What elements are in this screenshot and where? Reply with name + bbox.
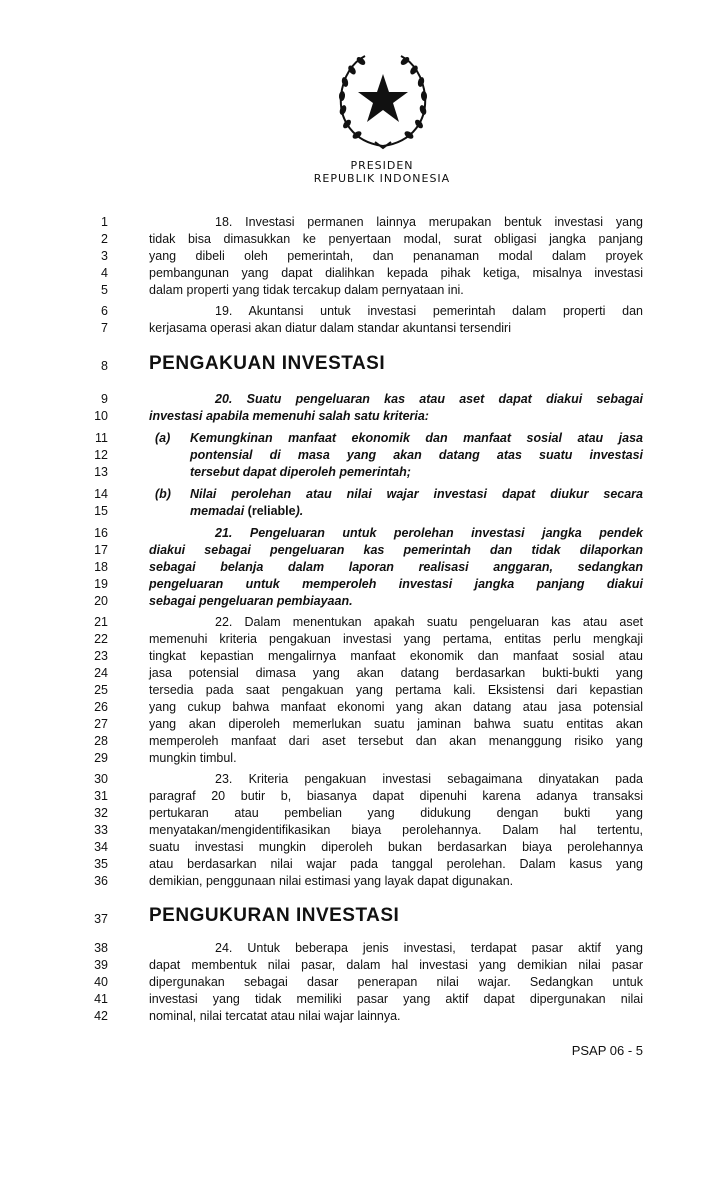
item-a-line: tersebut dapat diperoleh pemerintah; — [190, 465, 411, 479]
line-number: 25 — [94, 683, 108, 697]
line-number: 18 — [94, 560, 108, 574]
paragraph-22-line: memenuhi kriteria pengakuan investasi yang pertama, entitas perlu mengkaji — [149, 632, 643, 646]
paragraph-19-line: 19. Akuntansi untuk investasi pemerintah dalam properti dan — [215, 304, 643, 318]
item-marker: (b) — [155, 487, 171, 501]
paragraph-24-line: dipergunakan sebagai dasar penerapan nilai wajar. Sedangkan untuk — [149, 975, 643, 989]
section-heading-pengakuan: PENGAKUAN INVESTASI — [149, 353, 386, 374]
line-number: 9 — [101, 392, 108, 406]
paragraph-22-line: tersedia pada saat pengakuan yang pertama kali. Eksistensi dari kepastian — [149, 683, 643, 697]
line-number: 2 — [101, 232, 108, 246]
line-number: 10 — [94, 409, 108, 423]
item-a-line: Kemungkinan manfaat ekonomik dan manfaat sosial atau jasa — [190, 431, 643, 445]
line-number: 13 — [94, 465, 108, 479]
line-number: 37 — [94, 912, 108, 926]
page-footer: PSAP 06 - 5 — [571, 1043, 643, 1058]
line-number: 26 — [94, 700, 108, 714]
line-number: 6 — [101, 304, 108, 318]
line-number: 8 — [101, 359, 108, 373]
paragraph-21-line: sebagai pengeluaran pembiayaan. — [149, 594, 353, 608]
line-number: 22 — [94, 632, 108, 646]
line-number: 42 — [94, 1009, 108, 1023]
line-number: 5 — [101, 283, 108, 297]
line-number: 1 — [101, 215, 108, 229]
line-number: 29 — [94, 751, 108, 765]
item-a-line: pontensial di masa yang akan datang atas suatu investasi — [190, 448, 643, 462]
paragraph-20-line: 20. Suatu pengeluaran kas atau aset dapat diakui sebagai — [215, 392, 643, 406]
paragraph-19-line: kerjasama operasi akan diatur dalam standar akuntansi tersendiri — [149, 321, 511, 335]
paragraph-23-line: pertukaran atau pembelian yang didukung dengan bukti yang — [149, 806, 643, 820]
line-number: 35 — [94, 857, 108, 871]
header-presiden: PRESIDEN — [350, 159, 414, 172]
item-marker: (a) — [155, 431, 171, 445]
paragraph-18-line: 18. Investasi permanen lainnya merupakan bentuk investasi yang — [215, 215, 643, 229]
paragraph-18-line: pembangunan yang dapat dialihkan kepada pihak ketiga, misalnya investasi — [149, 266, 643, 280]
line-number: 16 — [94, 526, 108, 540]
item-b-reliable: (reliable — [247, 504, 296, 518]
header-republik-indonesia: REPUBLIK INDONESIA — [313, 172, 451, 185]
line-number: 27 — [94, 717, 108, 731]
paragraph-18-line: tidak bisa dimasukkan ke penyertaan modal, surat obligasi jangka panjang — [149, 232, 643, 246]
paragraph-18-line: yang dibeli oleh pemerintah, dan penanaman modal dalam proyek — [149, 249, 643, 263]
paragraph-23-line: demikian, penggunaan nilai estimasi yang layak dapat digunakan. — [149, 874, 514, 888]
paragraph-21-line: 21. Pengeluaran untuk perolehan investasi jangka pendek — [215, 526, 643, 540]
item-b-end: ). — [295, 504, 304, 518]
item-b-line: Nilai perolehan atau nilai wajar investasi dapat diukur secara — [190, 487, 643, 501]
paragraph-22-line: memperoleh manfaat dari aset tersebut dan akan menanggung risiko yang — [149, 734, 643, 748]
item-b-line — [190, 503, 643, 520]
paragraph-24-line: nominal, nilai tercatat atau nilai wajar lainnya. — [149, 1009, 401, 1023]
line-number: 3 — [101, 249, 108, 263]
paragraph-23-line: suatu investasi mungkin diperoleh bukan berdasarkan biaya perolehannya — [149, 840, 643, 854]
line-number: 19 — [94, 577, 108, 591]
line-number: 30 — [94, 772, 108, 786]
paragraph-23-line: menyatakan/mengidentifikasikan biaya perolehannya. Dalam hal tertentu, — [149, 823, 643, 837]
line-number: 15 — [94, 504, 108, 518]
line-number: 23 — [94, 649, 108, 663]
paragraph-22-line: tingkat kepastian mengalirnya manfaat ekonomik dan manfaat sosial atau — [149, 649, 643, 663]
line-number: 36 — [94, 874, 108, 888]
line-number: 39 — [94, 958, 108, 972]
paragraph-23-line: paragraf 20 butir b, biasanya dapat dipenuhi karena adanya transaksi — [149, 789, 643, 803]
paragraph-24-line: investasi yang tidak memiliki pasar yang aktif dapat dipergunakan nilai — [149, 992, 643, 1006]
line-number: 40 — [94, 975, 108, 989]
line-number: 32 — [94, 806, 108, 820]
paragraph-21-line: pengeluaran untuk memperoleh investasi jangka panjang diakui — [149, 577, 643, 591]
paragraph-22-line: 22. Dalam menentukan apakah suatu pengeluaran kas atau aset — [215, 615, 643, 629]
paragraph-22-line: mungkin timbul. — [149, 751, 237, 765]
line-number: 28 — [94, 734, 108, 748]
line-number: 31 — [94, 789, 108, 803]
paragraph-22-line: yang cukup bahwa manfaat ekonomi yang akan datang atau jasa potensial — [149, 700, 643, 714]
section-heading-pengukuran: PENGUKURAN INVESTASI — [149, 905, 400, 926]
line-number: 17 — [94, 543, 108, 557]
paragraph-23-line: 23. Kriteria pengakuan investasi sebagaimana dinyatakan pada — [215, 772, 643, 786]
line-number: 20 — [94, 594, 108, 608]
paragraph-24-line: dapat membentuk nilai pasar, dalam hal investasi yang demikian nilai pasar — [149, 958, 643, 972]
paragraph-22-line: jasa potensial dimasa yang akan datang berdasarkan bukti-bukti yang — [149, 666, 643, 680]
paragraph-21-line: diakui sebagai pengeluaran kas pemerintah dan tidak dilaporkan — [149, 543, 643, 557]
line-number: 41 — [94, 992, 108, 1006]
line-number: 34 — [94, 840, 108, 854]
paragraph-20-line: investasi apabila memenuhi salah satu kriteria: — [149, 409, 429, 423]
line-number: 33 — [94, 823, 108, 837]
garuda-emblem-icon — [335, 50, 431, 150]
paragraph-24-line: 24. Untuk beberapa jenis investasi, terdapat pasar aktif yang — [215, 941, 643, 955]
paragraph-22-line: yang akan diperoleh memerlukan suatu jaminan bahwa suatu entitas akan — [149, 717, 643, 731]
line-number: 14 — [94, 487, 108, 501]
line-number: 12 — [94, 448, 108, 462]
paragraph-23-line: atau berdasarkan nilai wajar pada tanggal perolehan. Dalam kasus yang — [149, 857, 643, 871]
line-number: 7 — [101, 321, 108, 335]
paragraph-18-line: dalam properti yang tidak tercakup dalam pernyataan ini. — [149, 283, 464, 297]
paragraph-21-line: sebagai belanja dalam laporan realisasi anggaran, sedangkan — [149, 560, 643, 574]
line-number: 11 — [95, 431, 108, 445]
item-b-text: memadai — [190, 504, 248, 518]
line-number: 4 — [101, 266, 108, 280]
line-number: 24 — [94, 666, 108, 680]
line-number: 21 — [94, 615, 108, 629]
line-number: 38 — [94, 941, 108, 955]
